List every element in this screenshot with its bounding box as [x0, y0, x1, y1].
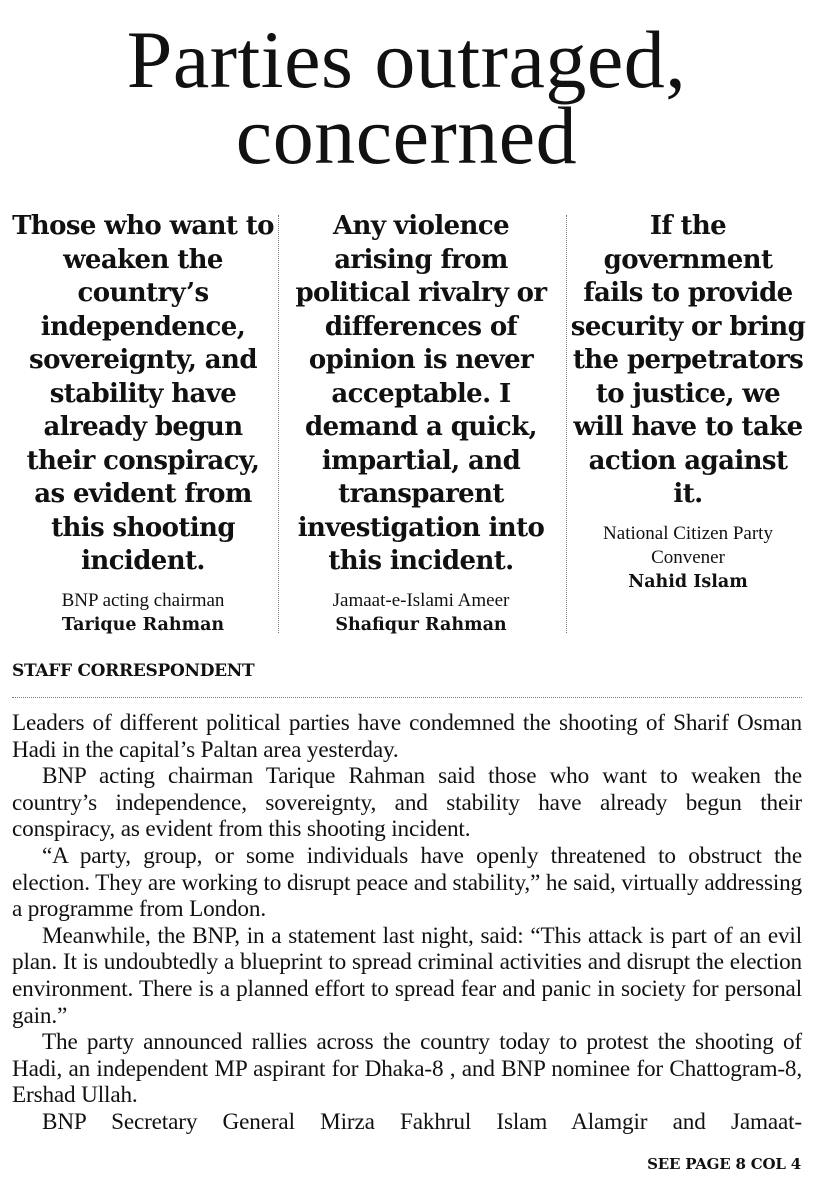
byline-divider — [12, 697, 802, 698]
article-paragraph: Leaders of different political parties have condemned the shooting of Sharif Osman Hadi in the capital’s Paltan area yesterday. — [12, 710, 802, 763]
quote-name: Tarique Rahman — [61, 614, 225, 635]
quote-text: Any violence arising from political rivalry or differences of opinion is never acceptable. I demand a quick, impartial, and transparent investigation into this incident. — [295, 211, 547, 576]
headline-line-2: concerned — [235, 90, 578, 181]
article-paragraph: Meanwhile, the BNP, in a statement last night, said: “This attack is part of an evil plan. It is undoubtedly a blueprint to spread criminal activities and disrupt the election environment. There is a planned effort to spread fear and panic in society for personal gain.” — [12, 922, 802, 1029]
headline — [0, 14, 813, 181]
quote-name: Nahid Islam — [628, 571, 748, 592]
quote-nahid-islam — [570, 210, 806, 638]
article-paragraph: BNP Secretary General Mirza Fakhrul Islam Alamgir and Jamaat- — [42, 1108, 802, 1135]
quote-role: National Citizen Party Convener — [603, 522, 773, 568]
quote-role: Jamaat-e-Islami Ameer — [332, 589, 510, 611]
article-paragraph: “A party, group, or some individuals have openly threatened to obstruct the election. They are working to disrupt peace and stability,” he said, virtually addressing a programme from London. — [12, 842, 802, 923]
quote-shafiqur-rahman — [282, 210, 560, 638]
article-body — [12, 710, 802, 1136]
quote-name: Shafiqur Rahman — [335, 614, 507, 635]
quote-text: If the government fails to provide security or bring the perpetrators to justice, we will have to take action against it. — [570, 211, 806, 509]
headline-line-1: Parties outraged, — [126, 14, 687, 105]
pull-quotes — [10, 210, 806, 638]
article-paragraph: The party announced rallies across the country today to protest the shooting of Hadi, an independent MP aspirant for Dhaka-8 , and BNP nominee for Chattogram-8, Ershad Ullah. — [12, 1029, 802, 1109]
column-divider — [278, 215, 279, 633]
continuation-link[interactable]: SEE PAGE 8 COL 4 — [647, 1155, 801, 1173]
quote-tarique-rahman — [10, 210, 276, 638]
byline: STAFF CORRESPONDENT — [12, 661, 255, 681]
quote-text: Those who want to weaken the country’s independence, sovereignty, and stability have already begun their conspiracy, as evident from this shooting incident. — [12, 211, 274, 576]
article-paragraph: BNP acting chairman Tarique Rahman said those who want to weaken the country’s independence, sovereignty, and stability have already begun their conspiracy, as evident from this shooting incident. — [12, 763, 802, 843]
column-divider — [566, 215, 567, 633]
quote-role: BNP acting chairman — [61, 589, 225, 611]
